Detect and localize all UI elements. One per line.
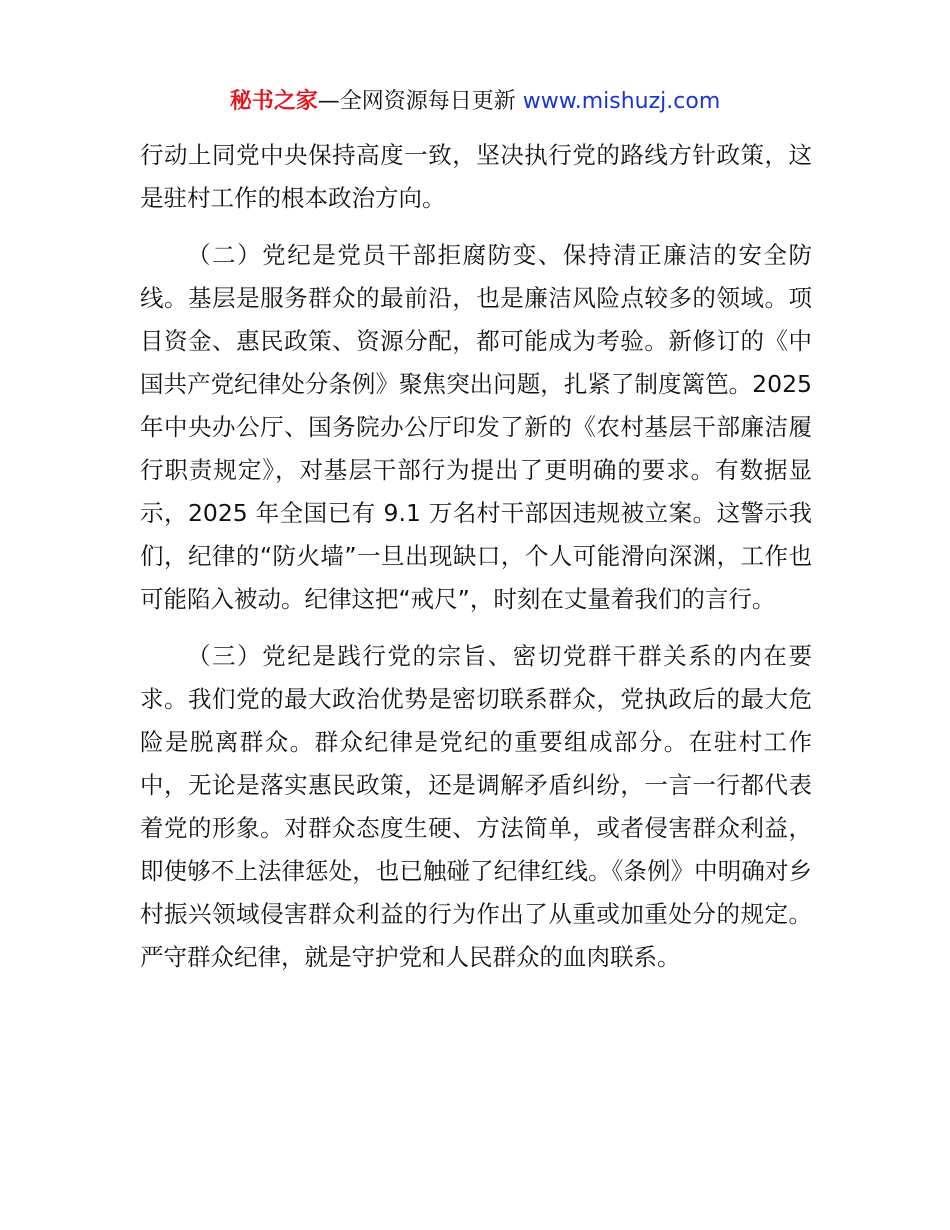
site-brand: 秘书之家 [229, 89, 318, 114]
document-body [140, 134, 812, 979]
paragraph-section-three: （三）党纪是践行党的宗旨、密切党群干群关系的内在要求。我们党的最大政治优势是密切联系群众，党执政后的最大危险是脱离群众。群众纪律是党纪的重要组成部分。在驻村工作中，无论是落实惠民政策，还是调解矛盾纠纷，一言一行都代表着党的形象。对群众态度生硬、方法简单，或者侵害群众利益，即使够不上法律惩处，也已触碰了纪律红线。《条例》中明确对乡村振兴领域侵害群众利益的行为作出了从重或加重处分的规定。严守群众纪律，就是守护党和人民群众的血肉联系。 [140, 642, 812, 971]
paragraph-section-two: （二）党纪是党员干部拒腐防变、保持清正廉洁的安全防线。基层是服务群众的最前沿，也是廉洁风险点较多的领域。项目资金、惠民政策、资源分配，都可能成为考验。新修订的《中国共产党纪律处分条例》聚焦突出问题，扎紧了制度篱笆。2025 年中央办公厅、国务院办公厅印发了新的《农村基层干部廉洁履行职责规定》，对基层干部行为提出了更明确的要求。有数据显示，2025 年全国已有 9.1 万名村干部因违规被立案。这警示我们，纪律的“防火墙”一旦出现缺口，个人可能滑向深渊，工作也可能陷入被动。纪律这把“戒尺”，时刻在丈量着我们的言行。 [140, 241, 812, 613]
site-tagline: —全网资源每日更新 [317, 89, 523, 114]
site-header [0, 86, 950, 118]
site-url-link[interactable]: www.mishuzj.com [522, 89, 721, 114]
paragraph-continuation: 行动上同党中央保持高度一致，坚决执行党的路线方针政策，这是驻村工作的根本政治方向。 [140, 141, 812, 212]
